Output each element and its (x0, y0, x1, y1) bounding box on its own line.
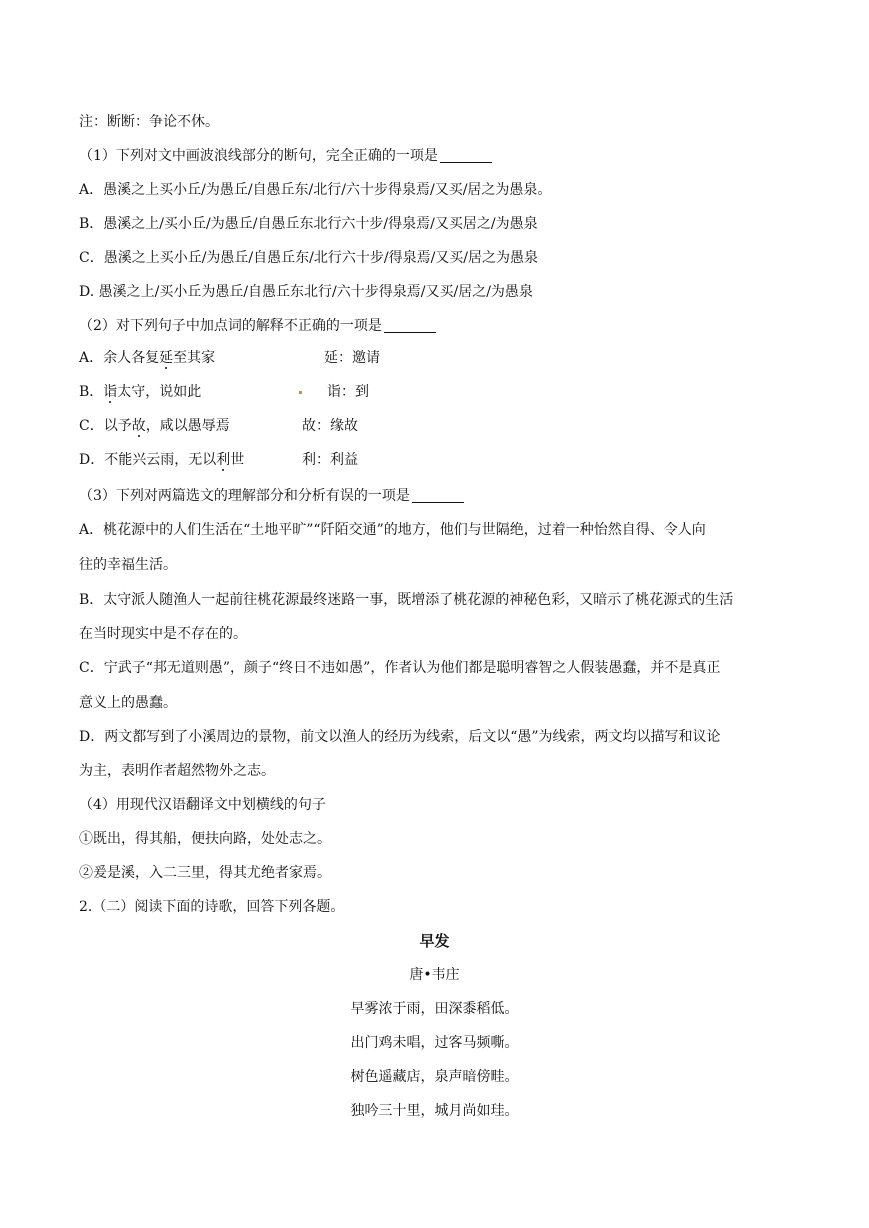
q4-item-2: ②爰是溪，入二三里，得其尤绝者家焉。 (79, 865, 331, 881)
q2-option-d-gloss: 利：利益 (302, 452, 358, 468)
q3-option-c-line-2: 意义上的愚蠢。 (79, 695, 177, 711)
sentence-text: 世 (230, 452, 245, 468)
note-text: 注：断断：争论不休。 (79, 114, 219, 130)
q2-option-a-gloss: 延：邀请 (324, 350, 380, 366)
poem-line-3: 树色遥藏店，泉声暗傍畦。 (350, 1069, 519, 1085)
option-label: B． (79, 384, 104, 400)
q3-option-d-line-1: D．两文都写到了小溪周边的景物，前文以渔人的经历为线索，后文以“愚”为线索，两文均以描写和议论 (79, 729, 721, 745)
question-3-stem (79, 486, 464, 506)
q2-option-b (79, 382, 201, 402)
q1-option-d: D. 愚溪之上/买小丘为愚丘/自愚丘东北行/六十步得泉焉/又买/居之/为愚泉 (79, 284, 533, 300)
poem-line-2: 出门鸡未唱，过客马频嘶。 (350, 1035, 519, 1051)
question-2-stem-text: （2）对下列句子中加点词的解释不正确的一项是 (79, 318, 382, 334)
poem-line-4: 独吟三十里，城月尚如珪。 (350, 1103, 519, 1119)
answer-blank-1 (440, 148, 492, 163)
dotted-word: 诣 (103, 384, 118, 400)
section-2-heading: 2.（二）阅读下面的诗歌，回答下列各题。 (79, 899, 345, 915)
question-1-stem-text: （1）下列对文中画波浪线部分的断句，完全正确的一项是 (79, 148, 438, 164)
question-1-stem (79, 146, 492, 166)
question-2-stem (79, 316, 436, 336)
answer-blank-2 (384, 318, 436, 333)
q2-option-c (79, 416, 230, 436)
answer-blank-3 (412, 488, 464, 503)
q1-option-b: B．愚溪之上/买小丘/为愚丘/自愚丘东北行六十步/得泉焉/又买居之/为愚泉 (79, 216, 538, 232)
poem-author: 唐•韦庄 (409, 967, 460, 983)
sentence-text: 余人各复 (103, 350, 160, 366)
sentence-text: 以予 (103, 418, 132, 434)
q3-option-a-line-2: 往的幸福生活。 (79, 557, 177, 573)
stray-mark (299, 391, 302, 394)
q2-option-c-gloss: 故：缘故 (302, 418, 358, 434)
q1-option-c: C．愚溪之上买小丘/为愚丘/自愚丘东/北行六十步/得泉焉/又买/居之为愚泉 (79, 250, 539, 266)
q2-option-b-gloss: 诣：到 (327, 384, 369, 400)
q3-option-c-line-1: C．宁武子“邦无道则愚”，颜子“终日不违如愚”，作者认为他们都是聪明睿智之人假装愚蠢，并不是真正 (79, 660, 721, 676)
question-3-stem-text: （3）下列对两篇选文的理解部分和分析有误的一项是 (79, 488, 410, 504)
sentence-text: 不能兴云雨，无以 (104, 452, 217, 468)
q3-option-b-line-2: 在当时现实中是不存在的。 (79, 626, 247, 642)
poem-line-1: 早雾浓于雨，田深黍稻低。 (350, 1001, 519, 1017)
sentence-text: 太守，说如此 (117, 384, 202, 400)
q3-option-b-line-1: B．太守派人随渔人一起前往桃花源最终迷路一事，既增添了桃花源的神秘色彩，又暗示了桃花源式的生活 (79, 592, 734, 608)
question-4-stem: （4）用现代汉语翻译文中划横线的句子 (79, 797, 326, 813)
sentence-text: ，咸以愚辱焉 (145, 418, 230, 434)
poem-title: 早发 (419, 932, 450, 950)
q3-option-d-line-2: 为主，表明作者超然物外之志。 (79, 763, 275, 779)
dotted-word: 故 (131, 418, 146, 434)
q2-option-a (79, 348, 215, 368)
dotted-word: 延 (159, 350, 174, 366)
dotted-word: 利 (216, 452, 231, 468)
q3-option-a-line-1: A．桃花源中的人们生活在“土地平旷”“阡陌交通”的地方，他们与世隔绝，过着一种怡然自得、令人向 (79, 522, 706, 538)
sentence-text: 至其家 (173, 350, 216, 366)
q2-option-d (79, 450, 244, 470)
option-label: D． (79, 452, 105, 468)
option-label: C． (79, 418, 104, 434)
q1-option-a: A．愚溪之上买小丘/为愚丘/自愚丘东/北行/六十步得泉焉/又买/居之为愚泉。 (79, 182, 552, 198)
option-label: A． (79, 350, 104, 366)
q4-item-1: ①既出，得其船，便扶向路，处处志之。 (79, 831, 331, 847)
